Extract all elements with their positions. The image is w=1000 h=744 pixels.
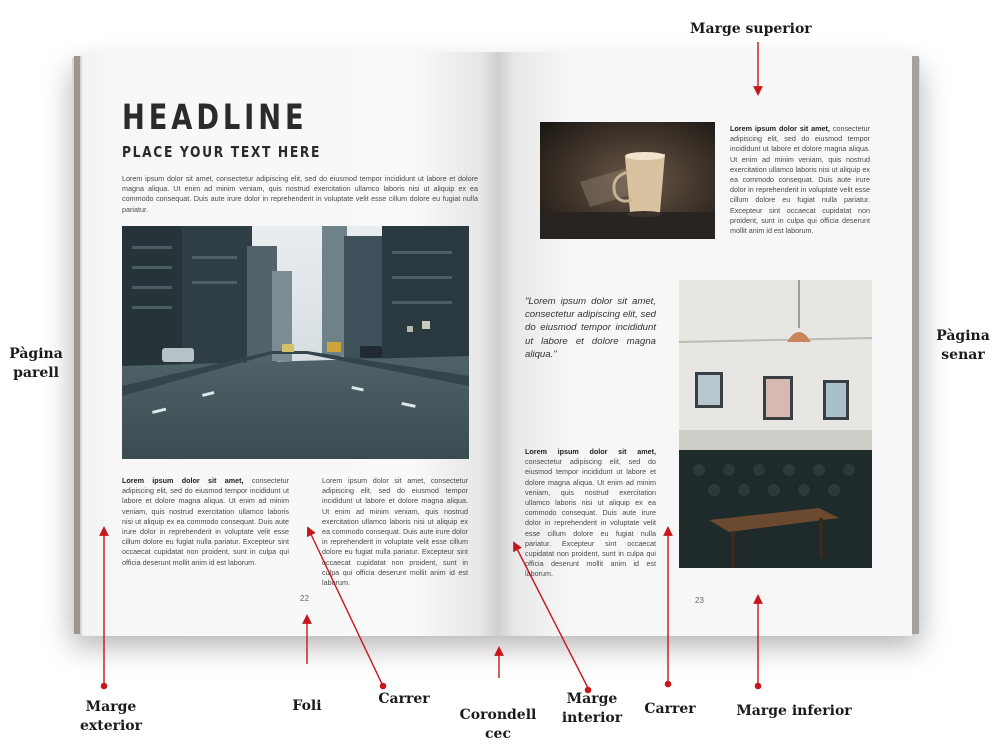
label-marge-exterior-line2: exterior [79, 718, 143, 734]
folio-left: 22 [300, 594, 309, 603]
label-pagina-senar-line2: senar [941, 347, 985, 363]
label-corondell-cec-line1: Corondell [459, 707, 537, 723]
label-corondell-cec [452, 706, 544, 744]
label-pagina-senar-line1: Pàgina [936, 328, 990, 344]
arrow-carrer-left [308, 528, 382, 684]
right-lower-body: consectetur adipiscing elit, sed do eiusmod tempor incididunt ut labore et dolore magna aliqua. Ut enim ad minim veniam, quis nostrud exercitation ullamco laboris nisi ut aliquip ex ea commodo consequat. Duis aute irure dolor in reprehenderit in voluptate velit esse cillum dolore eu fugiat nulla pariatur. Excepteur sint occaecat cupidatat non proident, sunt in culpa qui officia deserunt mollit anim id est laborum. [525, 457, 656, 579]
intro-text: Lorem ipsum dolor sit amet, consectetur adipiscing elit, sed do eiusmod tempor incididunt ut labore et dolore magna aliqua. Ut enim ad minim veniam, quis nostrud exercitation ullamco laboris nisi ut aliquip ex ea commodo consequat. Duis aute irure dolor in reprehenderit in voluptate velit esse cillum dolore eu fugiat nulla pariatur. [122, 174, 478, 214]
folio-right: 23 [695, 596, 704, 605]
label-marge-interior-line2: interior [561, 710, 623, 726]
left-column-1-body: consectetur adipiscing elit, sed do eiusmod tempor incididunt ut labore et dolore magna aliqua. Ut enim ad minim veniam, quis nostrud exercitation ullamco laboris nisi ut aliquip ex ea commodo consequat. Duis aute irure dolor in reprehenderit in voluptate velit esse cillum dolore eu fugiat nulla pariatur. Excepteur sint occaecat cupidatat non proident, sunt in culpa qui officia deserunt mollit anim id est laborum. [122, 476, 290, 567]
label-marge-interior [556, 690, 628, 728]
headline: HEADLINE [122, 98, 308, 138]
right-lower-lead: Lorem ipsum dolor sit amet, [525, 447, 656, 456]
label-foli: Foli [292, 698, 322, 714]
label-corondell-cec-line2: cec [485, 726, 511, 742]
label-pagina-parell-line1: Pàgina [9, 346, 63, 362]
label-carrer-right: Carrer [644, 701, 696, 717]
right-top-lead: Lorem ipsum dolor sit amet, [730, 124, 830, 133]
left-column-1-lead: Lorem ipsum dolor sit amet, [122, 476, 244, 485]
label-pagina-parell-line2: parell [13, 365, 59, 381]
label-marge-exterior-line1: Marge [85, 699, 137, 715]
label-pagina-senar [935, 327, 991, 365]
right-top-body: consectetur adipiscing elit, sed do eiusmod tempor incididunt ut labore et dolore magna aliqua. Ut enim ad minim veniam, quis nostrud exercitation ullamco laboris nisi ut aliquip ex ea commodo consequat. Duis aute irure dolor in reprehenderit in voluptate velit esse cillum dolore eu fugiat nulla pariatur. Excepteur sint occaecat cupidatat non proident, sunt in culpa qui officia deserunt mollit anim id est laborum. [730, 124, 871, 236]
label-marge-interior-line1: Marge [566, 691, 618, 707]
left-column-2-text: Lorem ipsum dolor sit amet, consectetur adipiscing elit, sed do eiusmod tempor incididunt ut labore et dolore magna aliqua. Ut enim ad minim veniam, quis nostrud exercitation ullamco laboris nisi ut aliquip ex ea commodo consequat. Duis aute irure dolor in reprehenderit in voluptate velit esse cillum dolore eu fugiat nulla pariatur. Excepteur sint occaecat cupidatat non proident, sunt in culpa qui officia deserunt mollit anim id est laborum. [322, 476, 468, 588]
subheadline: PLACE YOUR TEXT HERE [122, 143, 322, 161]
pull-quote: "Lorem ipsum dolor sit amet, consectetur adipiscing elit, sed do eiusmod tempor incididunt ut labore et dolore magna aliqua." [525, 296, 656, 360]
label-marge-inferior: Marge inferior [736, 703, 852, 719]
label-marge-superior: Marge superior [690, 21, 812, 37]
label-pagina-parell [8, 345, 64, 383]
label-marge-exterior [74, 698, 148, 736]
label-carrer-left: Carrer [378, 691, 430, 707]
arrow-marge-interior [514, 543, 588, 688]
